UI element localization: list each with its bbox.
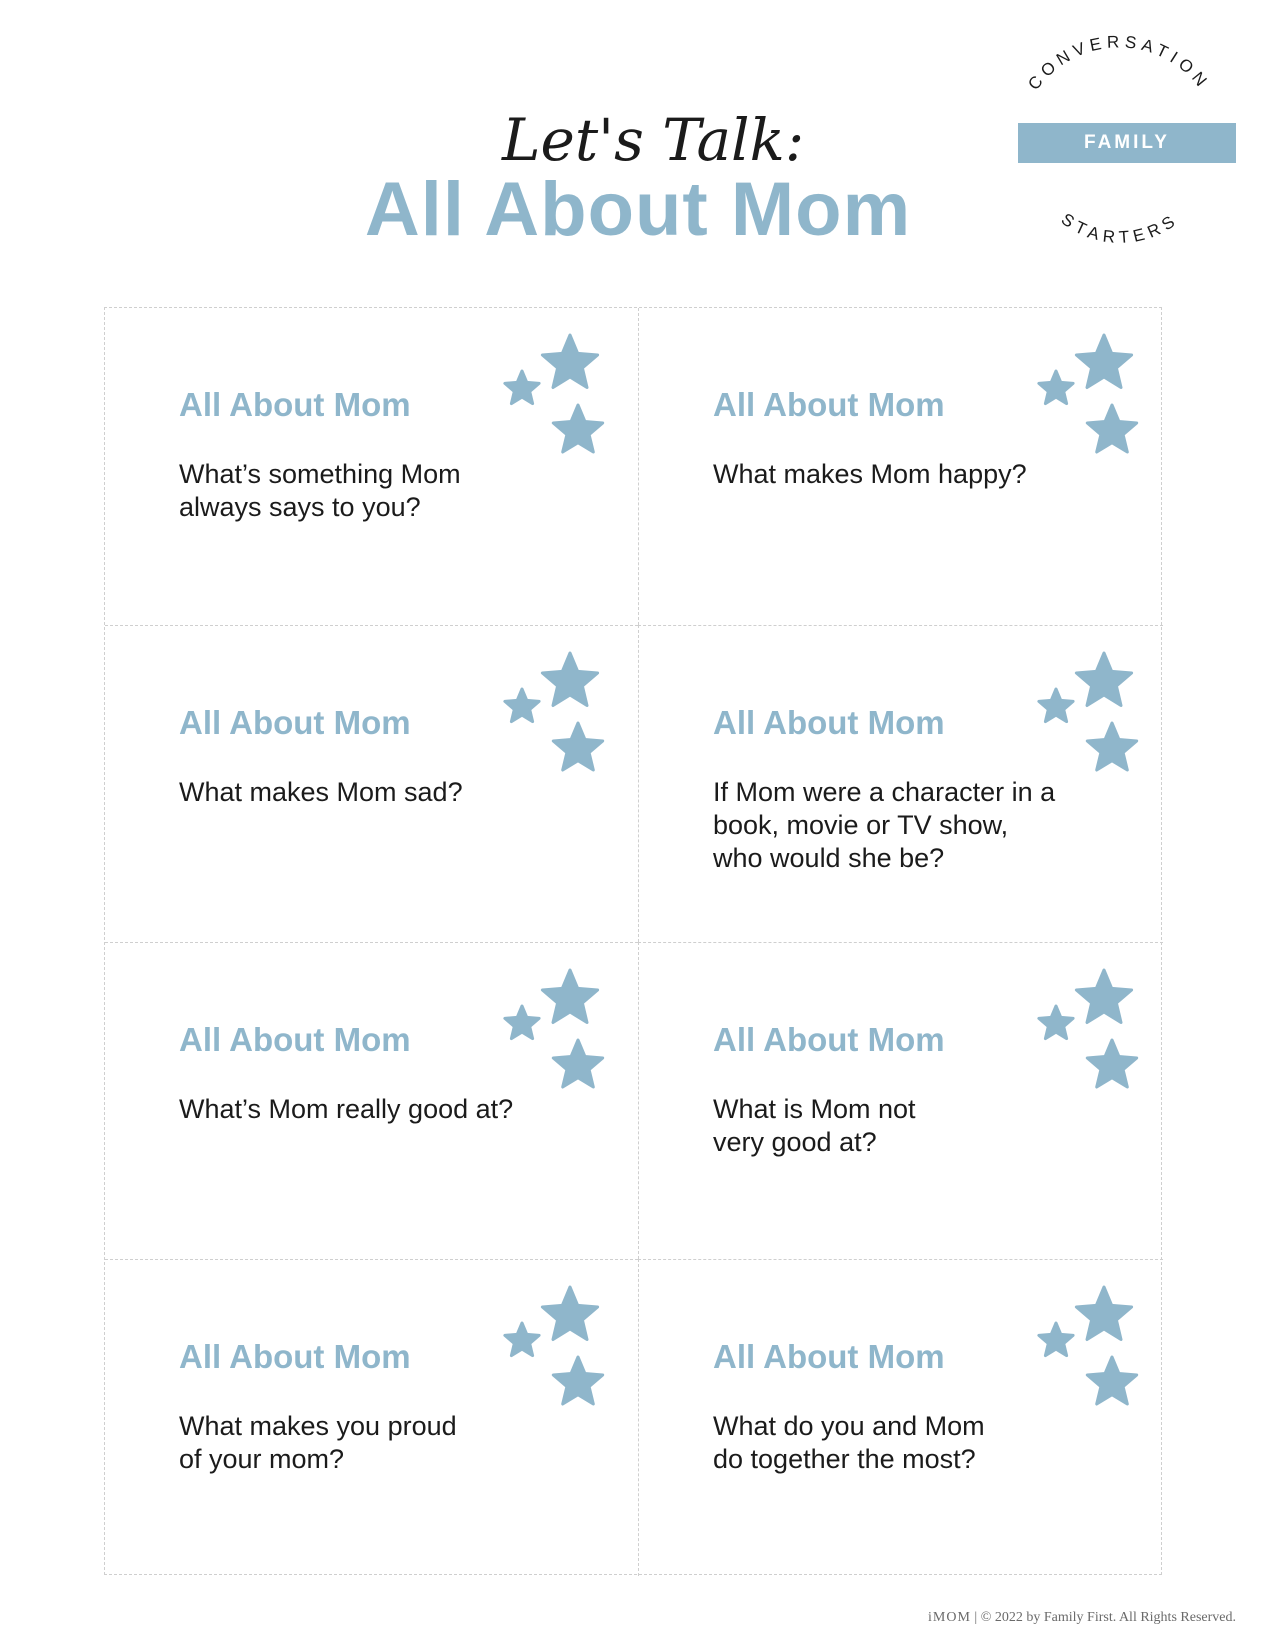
card-question: What makes Mom happy? (713, 459, 1027, 489)
stars-icon (1039, 333, 1149, 463)
conversation-card (638, 625, 1163, 942)
star-icon (542, 1287, 597, 1340)
star-icon (505, 1323, 539, 1356)
star-icon (542, 970, 597, 1023)
card-question: If Mom were a character in a book, movie or TV show, who would she be? (713, 777, 1056, 873)
star-icon (1076, 970, 1131, 1023)
stars-icon (1039, 968, 1149, 1098)
card-title: All About Mom (713, 1021, 945, 1058)
badge-bottom-arc-text: STARTERS (1057, 209, 1183, 244)
footer-separator: | (974, 1610, 981, 1625)
stars-icon (505, 968, 615, 1098)
star-icon (542, 653, 597, 706)
conversation-card (105, 308, 638, 625)
badge-family-label: FAMILY (1018, 123, 1236, 163)
star-icon (1039, 1323, 1073, 1356)
card-title: All About Mom (713, 1338, 945, 1375)
conversation-card (638, 942, 1163, 1259)
star-icon (1076, 1287, 1131, 1340)
card-title: All About Mom (713, 704, 945, 741)
badge-top-arc-text: CONVERSATION (1024, 34, 1214, 94)
star-icon (1087, 1357, 1136, 1404)
card-grid (104, 307, 1162, 1575)
page-title: All About Mom (364, 167, 912, 252)
card-title: All About Mom (179, 386, 411, 423)
conversation-card (105, 1259, 638, 1576)
conversation-card (638, 308, 1163, 625)
script-title-text: Let's Talk: (502, 106, 805, 174)
card-question: What is Mom not very good at? (713, 1094, 916, 1157)
star-icon (505, 371, 539, 404)
star-icon (1039, 689, 1073, 722)
conversation-starters-badge (1010, 34, 1240, 244)
star-icon (553, 723, 602, 770)
star-icon (1039, 1006, 1073, 1039)
star-icon (1087, 723, 1136, 770)
star-icon (505, 689, 539, 722)
stars-icon (505, 651, 615, 781)
stars-icon (505, 1285, 615, 1415)
conversation-card (105, 942, 638, 1259)
stars-icon (1039, 651, 1149, 781)
conversation-card (638, 1259, 1163, 1576)
stars-icon (505, 333, 615, 463)
card-question: What’s something Mom always says to you? (179, 459, 461, 522)
card-title: All About Mom (713, 386, 945, 423)
star-icon (1039, 371, 1073, 404)
star-icon (1087, 1040, 1136, 1087)
star-icon (1076, 335, 1131, 388)
card-question: What makes Mom sad? (179, 777, 463, 807)
star-icon (1076, 653, 1131, 706)
star-icon (553, 405, 602, 452)
star-icon (542, 335, 597, 388)
card-question: What do you and Mom do together the most? (713, 1411, 985, 1474)
page-header (0, 0, 1276, 300)
card-question: What’s Mom really good at? (179, 1094, 514, 1124)
card-title: All About Mom (179, 1021, 411, 1058)
star-icon (553, 1040, 602, 1087)
footer-brand: iMOM (928, 1610, 971, 1625)
star-icon (1087, 405, 1136, 452)
stars-icon (1039, 1285, 1149, 1415)
star-icon (505, 1006, 539, 1039)
star-icon (553, 1357, 602, 1404)
footer-copyright: © 2022 by Family First. All Rights Reserved. (980, 1610, 1236, 1625)
card-title: All About Mom (179, 1338, 411, 1375)
footer (928, 1610, 1236, 1626)
conversation-card (105, 625, 638, 942)
card-title: All About Mom (179, 704, 411, 741)
card-question: What makes you proud of your mom? (179, 1411, 457, 1474)
